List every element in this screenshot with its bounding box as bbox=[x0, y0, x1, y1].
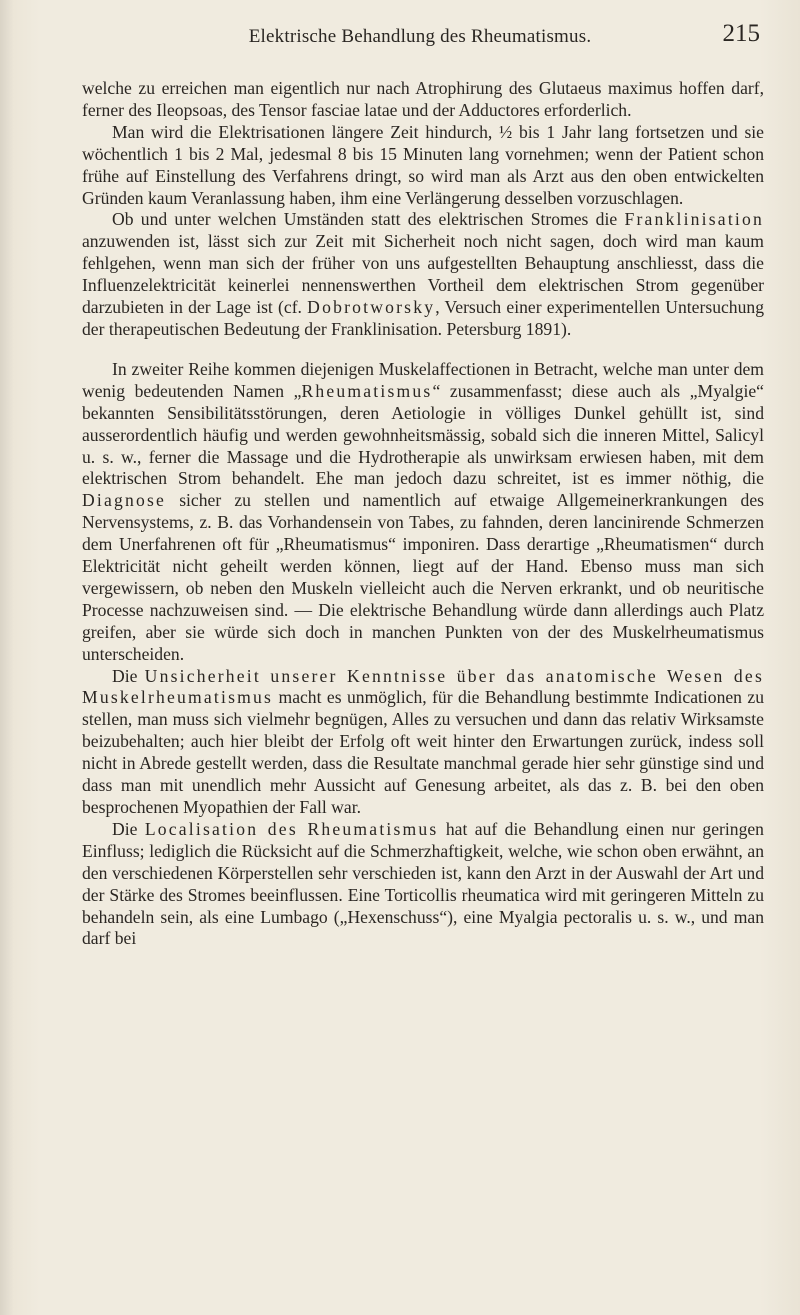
paragraph bbox=[82, 78, 764, 122]
text-segment: , Versuch einer experimentellen Untersuchung der therapeutischen Bedeutung der Franklinisation. Petersburg 1891). bbox=[82, 297, 764, 339]
paragraph bbox=[82, 209, 764, 340]
paragraph bbox=[82, 819, 764, 950]
paragraph bbox=[82, 666, 764, 819]
emphasized-text: Diagnose bbox=[82, 490, 167, 511]
emphasized-text: Localisation des Rheumatismus bbox=[144, 818, 439, 839]
text-segment: In zweiter Reihe kommen diejenigen Muskelaffectionen in Betracht, welche man unter dem wenig bedeutenden Namen „ bbox=[82, 358, 764, 401]
text-segment: macht es unmöglich, für die Behandlung bestimmte Indicationen zu stellen, man muss sich vielmehr begnügen, Alles zu versuchen und dann das relativ Wirksamste beizubehalten; auch hier bleibt der Erfolg oft weit hinter den Erwartungen zurück, indess soll nicht in Abrede gestellt werden, dass die Resultate manchmal gerade hier sehr günstige sind und dass man mit unendlich mehr Aussicht auf Genesung arbeitet, als das z. B. bei den oben besprochenen Myopathien der Fall war. bbox=[82, 687, 764, 817]
running-head bbox=[80, 20, 760, 56]
paragraph bbox=[82, 122, 764, 210]
emphasized-text: Unsicherheit unserer Kenntnisse über das anatomische Wesen des Muskelrheumatismus bbox=[82, 665, 764, 708]
emphasized-text: Franklinisation bbox=[624, 209, 764, 230]
running-title: Elektrische Behandlung des Rheumatismus. bbox=[248, 26, 592, 47]
body-text bbox=[82, 78, 764, 950]
text-segment: hat auf die Behandlung einen nur geringen Einfluss; lediglich die Rücksicht auf die Schmerzhaftigkeit, welche, wie schon oben erwähnt, an den verschiedenen Körperstellen sehr verschieden ist, kann den Arzt in der Auswahl der Art und der Stärke des Stromes beeinflussen. Eine Torticollis rheumatica wird mit geringeren Mitteln zu behandeln sein, als eine Lumbago („Hexenschuss“), eine Myalgia pectoralis u. s. w., und man darf bei bbox=[82, 818, 764, 949]
text-segment: sicher zu stellen und namentlich auf etwaige Allgemeinerkrankungen des Nervensystems, z. B. das Vorhandensein von Tabes, zu fahnden, deren lancinirende Schmerzen dem Unerfahrenen oft für „Rheumatismus“ imponiren. Dass derartige „Rheumatismen“ durch Elektricität nicht geheilt werden können, liegt auf der Hand. Ebenso muss man sich vergewissern, ob neben den Muskeln vielleicht auch die Nerven erkrankt, und ob neuritische Processe nachzuweisen sind. — Die elektrische Behandlung würde dann allerdings auch Platz greifen, aber sie würde sich doch in manchen Punkten von der des Muskelrheumatismus unterscheiden. bbox=[82, 490, 764, 664]
text-segment: Die bbox=[112, 665, 145, 686]
text-segment: welche zu erreichen man eigentlich nur nach Atrophirung des Glutaeus maximus hoffen darf, ferner des Ileopsoas, des Tensor fasciae latae und der Adductores erforderlich. bbox=[82, 78, 764, 120]
text-segment: “ zusammenfasst; diese auch als „Myalgie“ bekannten Sensibilitätsstörungen, deren Aetiologie in völliges Dunkel gehüllt ist, sind ausserordentlich häufig und werden gewohnheitsmässig, sobald sich die inneren Mittel, Salicyl u. s. w., ferner die Massage und die Hydrotherapie als unwirksam erwiesen haben, mit dem elektrischen Strom behandelt. Ehe man jedoch dazu schreitet, ist es immer nöthig, die bbox=[82, 380, 764, 489]
emphasized-text: Dobrotworsky bbox=[307, 297, 436, 318]
text-segment: Die bbox=[112, 818, 145, 839]
text-segment: Man wird die Elektrisationen längere Zeit hindurch, ½ bis 1 Jahr lang fortsetzen und sie wöchentlich 1 bis 2 Mal, jedesmal 8 bis 15 Minuten lang vornehmen; wenn der Patient schon frühe auf Einstellung des Verfahrens dringt, so wird man als Arzt aus den oben entwickelten Gründen kaum Veranlassung haben, ihm eine Verlängerung desselben vorzuschlagen. bbox=[82, 121, 764, 208]
page-number: 215 bbox=[722, 20, 760, 47]
text-segment: anzuwenden ist, lässt sich zur Zeit mit Sicherheit noch nicht sagen, doch wird man kaum fehlgehen, wenn man sich der früher von uns aufgestellten Behauptung anschliesst, dass die Influenzelektricität keinerlei nennenswerthen Vortheil dem elektrischen Strom gegenüber darzubieten in der Lage ist (cf. bbox=[82, 231, 764, 318]
paragraph bbox=[82, 359, 764, 666]
emphasized-text: Rheumatismus bbox=[301, 380, 433, 401]
text-segment: Ob und unter welchen Umständen statt des elektrischen Stromes die bbox=[112, 209, 625, 230]
